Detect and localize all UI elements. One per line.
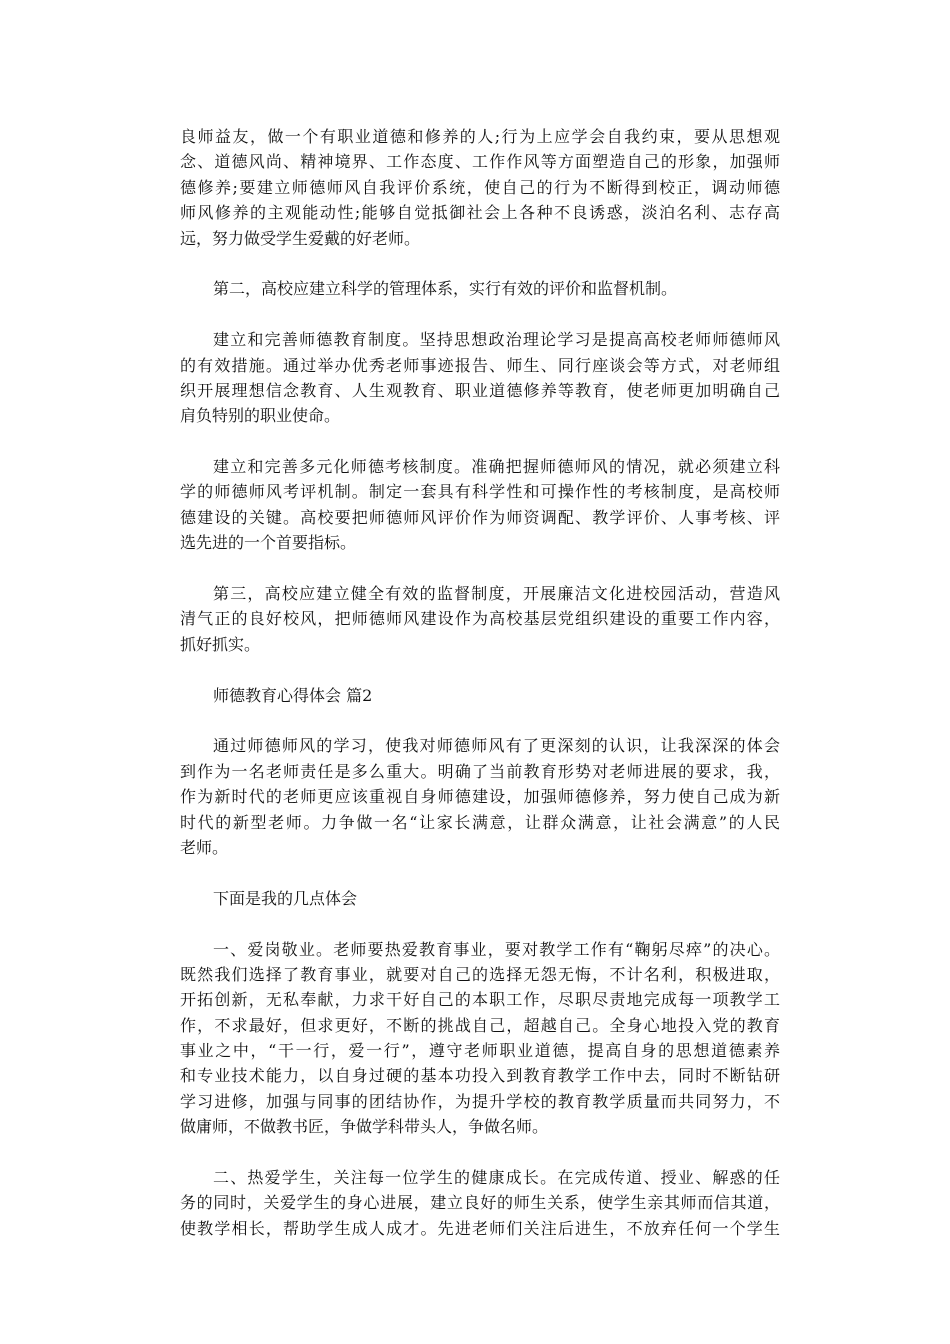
text-line: 下面是我的几点体会	[213, 888, 358, 908]
paragraph-5	[180, 581, 780, 657]
paragraph-gap	[180, 911, 780, 936]
section-heading	[180, 683, 780, 708]
document-page	[180, 124, 780, 1241]
text-line: 肩负特别的职业使命。	[180, 406, 341, 426]
text-line: 远，努力做受学生爱戴的好老师。	[180, 228, 421, 248]
text-line: 良师益友，做一个有职业道德和修养的人;行为上应学会自我约束，要从思想观	[180, 127, 780, 146]
text-line: 和专业技术能力，以自身过硬的基本功投入到教育教学工作中去，同时不断钻研	[180, 1066, 780, 1086]
text-line: 的有效措施。通过举办优秀老师事迹报告、师生、同行座谈会等方式，对老师组	[180, 355, 780, 375]
text-line: 师风修养的主观能动性;能够自觉抵御社会上各种不良诱惑，淡泊名利、志存高	[180, 203, 780, 223]
paragraph-gap	[180, 657, 780, 682]
text-line: 德建设的关键。高校要把师德师风评价作为师资调配、教学评价、人事考核、评	[180, 507, 780, 527]
paragraph-4	[180, 454, 780, 556]
text-line: 作，不求最好，但求更好，不断的挑战自己，超越自己。全身心地投入党的教育	[180, 1015, 780, 1035]
text-line: 学的师德师风考评机制。制定一套具有科学性和可操作性的考核制度，是高校师	[180, 482, 780, 502]
paragraph-9	[180, 1165, 780, 1241]
paragraph-gap	[180, 251, 780, 276]
text-line: 织开展理想信念教育、人生观教育、职业道德修养等教育，使老师更加明确自己	[180, 380, 780, 400]
text-line: 开拓创新，无私奉献，力求干好自己的本职工作，尽职尽责地完成每一项教学工	[180, 990, 780, 1010]
text-line: 老师。	[180, 837, 229, 857]
text-line: 学习进修，加强与同事的团结协作，为提升学校的教育教学质量而共同努力，不	[180, 1091, 780, 1111]
paragraph-gap	[180, 1140, 780, 1165]
text-line: 抓好抓实。	[180, 634, 261, 654]
text-line: 事业之中，“干一行，爱一行”，遵守老师职业道德，提高自身的思想道德素养	[180, 1041, 780, 1061]
text-line: 建立和完善师德教育制度。坚持思想政治理论学习是提高高校老师师德师风	[213, 330, 780, 350]
paragraph-gap	[180, 302, 780, 327]
text-line: 使教学相长，帮助学生成人成才。先进老师们关注后进生，不放弃任何一个学生	[180, 1218, 780, 1238]
text-line: 念、道德风尚、精神境界、工作态度、工作作风等方面塑造自己的形象，加强师	[180, 152, 780, 172]
paragraph-1	[180, 124, 780, 251]
text-line: 一、爱岗敬业。老师要热爱教育事业，要对教学工作有“鞠躬尽瘁”的决心。	[213, 939, 780, 959]
text-line: 清气正的良好校风，把师德师风建设作为高校基层党组织建设的重要工作内容，	[180, 609, 780, 629]
paragraph-8	[180, 937, 780, 1140]
text-line: 作为新时代的老师更应该重视自身师德建设，加强师德修养，努力使自己成为新	[180, 787, 780, 807]
text-line: 第二，高校应建立科学的管理体系，实行有效的评价和监督机制。	[213, 279, 678, 299]
paragraph-2	[180, 276, 780, 301]
paragraph-3	[180, 327, 780, 429]
text-line: 既然我们选择了教育事业，就要对自己的选择无怨无悔，不计名利，积极进取，	[180, 964, 780, 984]
text-line: 务的同时，关爱学生的身心进展，建立良好的师生关系，使学生亲其师而信其道，	[180, 1193, 780, 1213]
paragraph-gap	[180, 708, 780, 733]
text-line: 通过师德师风的学习，使我对师德师风有了更深刻的认识，让我深深的体会	[213, 736, 780, 756]
text-line: 选先进的一个首要指标。	[180, 533, 357, 553]
paragraph-6	[180, 733, 780, 860]
paragraph-gap	[180, 556, 780, 581]
text-line: 到作为一名老师责任是多么重大。明确了当前教育形势对老师进展的要求，我，	[180, 761, 780, 781]
paragraph-gap	[180, 429, 780, 454]
text-line: 德修养;要建立师德师风自我评价系统，使自己的行为不断得到校正，调动师德	[180, 177, 780, 197]
heading-line: 师德教育心得体会 篇2	[213, 685, 373, 705]
paragraph-7	[180, 886, 780, 911]
paragraph-gap	[180, 860, 780, 885]
text-line: 二、热爱学生，关注每一位学生的健康成长。在完成传道、授业、解惑的任	[213, 1168, 780, 1188]
text-line: 做庸师，不做教书匠，争做学科带头人，争做名师。	[180, 1117, 549, 1137]
text-line: 时代的新型老师。力争做一名“让家长满意，让群众满意，让社会满意”的人民	[180, 812, 780, 832]
text-line: 第三，高校应建立健全有效的监督制度，开展廉洁文化进校园活动，营造风	[213, 584, 780, 604]
text-line: 建立和完善多元化师德考核制度。准确把握师德师风的情况，就必须建立科	[213, 457, 780, 477]
